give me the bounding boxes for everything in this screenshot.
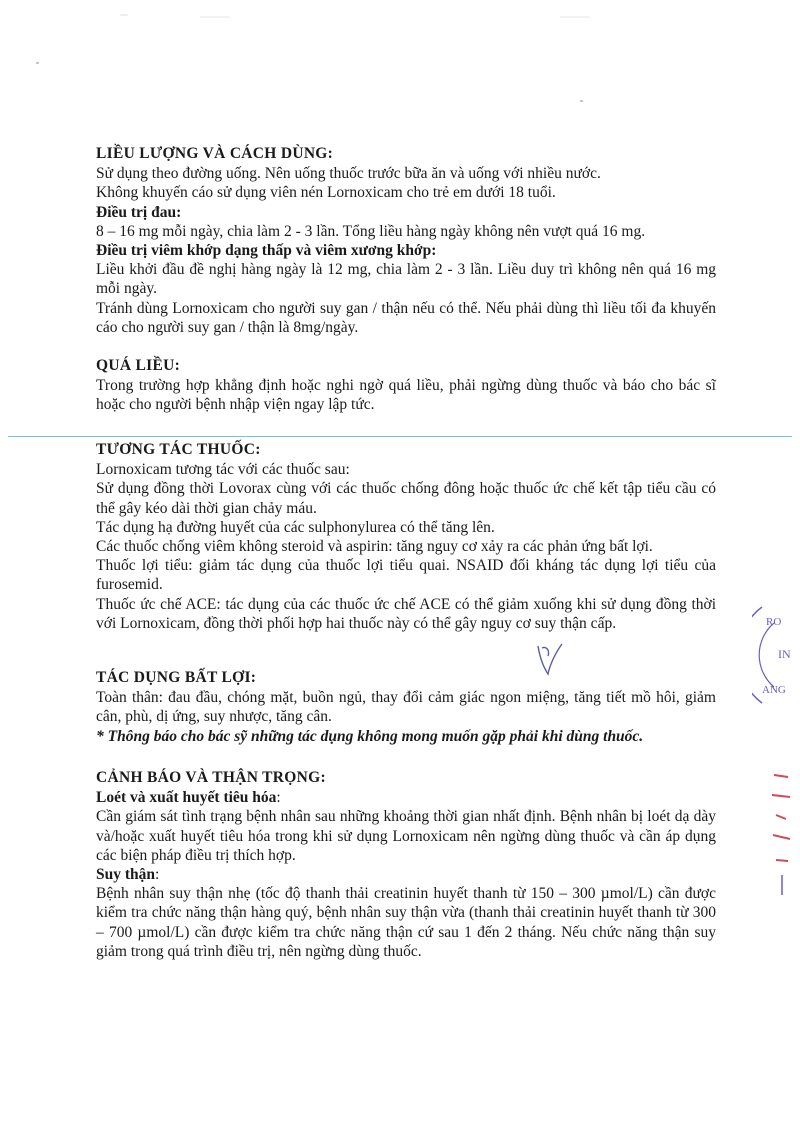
adverse-section: [96, 668, 716, 746]
scan-speck: [36, 62, 39, 64]
arthritis-dosage-text: Liều khởi đầu đề nghị hàng ngày là 12 mg, chia làm 2 - 3 lần. Liều duy trì không nên quá 16 mg mỗi ngày.: [96, 261, 716, 298]
pain-dosage-text: 8 – 16 mg mỗi ngày, chia làm 2 - 3 lần. Tổng liều hàng ngày không nên vượt quá 16 mg.: [96, 222, 646, 240]
stamp-text-middle: IN: [778, 647, 791, 661]
adverse-heading: TÁC DỤNG BẤT LỢI:: [96, 669, 257, 686]
arthritis-subheading: Điều trị viêm khớp dạng thấp và viêm xương khớp:: [96, 242, 437, 260]
scan-speck: [580, 100, 583, 102]
interaction-anticoagulant: Sử dụng đồng thời Lovorax cùng với các thuốc chống đông hoặc thuốc ức chế kết tập tiểu cầu có thể gây kéo dài thời gian chảy máu.: [96, 480, 716, 517]
dosage-section: [96, 144, 716, 337]
liver-kidney-text: Tránh dùng Lornoxicam cho người suy gan / thận nếu có thể. Nếu phải dùng thì liều tối đa khuyến cáo cho người suy gan / thận là 8mg/ngày.: [96, 299, 716, 336]
interaction-diuretic: Thuốc lợi tiểu: giảm tác dụng của thuốc lợi tiểu quai. NSAID đối kháng tác dụng lợi tiểu của furosemid.: [96, 557, 716, 594]
official-stamp: [752, 595, 800, 715]
scan-speck: [120, 14, 128, 16]
dosage-heading: LIỀU LƯỢNG VÀ CÁCH DÙNG:: [96, 145, 334, 162]
interactions-section: [96, 440, 716, 633]
interaction-sulphonylurea: Tác dụng hạ đường huyết của các sulphonylurea có thể tăng lên.: [96, 518, 495, 536]
pain-subheading: Điều trị đau:: [96, 203, 182, 221]
adverse-text: Toàn thân: đau đầu, chóng mặt, buồn ngủ, thay đổi cảm giác ngon miệng, tăng tiết mồ hôi, giảm cân, phù, dị ứng, suy nhược, tăng cân.: [96, 689, 716, 726]
interactions-heading: TƯƠNG TÁC THUỐC:: [96, 441, 261, 458]
dosage-children: Không khuyến cáo sử dụng viên nén Lornoxicam cho trẻ em dưới 18 tuổi.: [96, 184, 556, 202]
dosage-route: Sử dụng theo đường uống. Nên uống thuốc trước bữa ăn và uống với nhiều nước.: [96, 165, 601, 183]
gi-subheading-line: [96, 788, 716, 807]
stamp-text-top: RO: [766, 616, 782, 628]
adverse-note: * Thông báo cho bác sỹ những tác dụng không mong muốn gặp phải khi dùng thuốc.: [96, 727, 644, 745]
scan-speck: [200, 16, 230, 18]
scan-line-divider: [8, 436, 792, 437]
gi-subheading: Loét và xuất huyết tiêu hóa: [96, 789, 277, 807]
gi-text: Cần giám sát tình trạng bệnh nhân sau những khoảng thời gian nhất định. Bệnh nhân bị loét dạ dày và/hoặc xuất huyết tiêu hóa trong khi sử dụng Lornoxicam nên ngừng dùng thuốc và cần áp dụng các biện pháp điều trị thích hợp.: [96, 808, 716, 864]
interactions-intro: Lornoxicam tương tác với các thuốc sau:: [96, 461, 350, 479]
interaction-ace: Thuốc ức chế ACE: tác dụng của các thuốc ức chế ACE có thể giảm xuống khi sử dụng đồng thời với Lornoxicam, đồng thời phối hợp hai thuốc này có thể gây nguy cơ suy thận cấp.: [96, 595, 716, 632]
renal-subheading: Suy thận: [96, 866, 156, 884]
renal-text: Bệnh nhân suy thận nhẹ (tốc độ thanh thải creatinin huyết thanh từ 150 – 300 µmol/L) cần được kiểm tra chức năng thận hàng quý, bệnh nhân suy thận vừa (thanh thải creatinin huyết thanh từ 300 – 700 µmol/L) cần được kiểm tra chức năng thận cứ sau 1 đến 2 tháng. Nếu chức năng thận suy giảm trong quá trình điều trị, nên ngừng dùng thuốc.: [96, 885, 716, 960]
warnings-section: [96, 768, 716, 961]
renal-subheading-line: [96, 865, 716, 884]
red-stamp-fragment: [768, 765, 796, 905]
renal-colon: :: [155, 866, 160, 884]
scan-speck: [560, 16, 590, 18]
overdose-heading: QUÁ LIỀU:: [96, 357, 181, 374]
overdose-section: [96, 356, 716, 415]
overdose-text: Trong trường hợp khẳng định hoặc nghi ngờ quá liều, phải ngừng dùng thuốc và báo cho bác sĩ hoặc cho người bệnh nhập viện ngay lập tức.: [96, 377, 716, 414]
warnings-heading: CẢNH BÁO VÀ THẬN TRỌNG:: [96, 769, 326, 786]
stamp-text-bottom: ANG: [762, 684, 786, 696]
handwritten-mark: [530, 640, 570, 680]
gi-colon: :: [276, 789, 281, 807]
interaction-nsaid: Các thuốc chống viêm không steroid và aspirin: tăng nguy cơ xảy ra các phản ứng bất lợi.: [96, 538, 653, 556]
